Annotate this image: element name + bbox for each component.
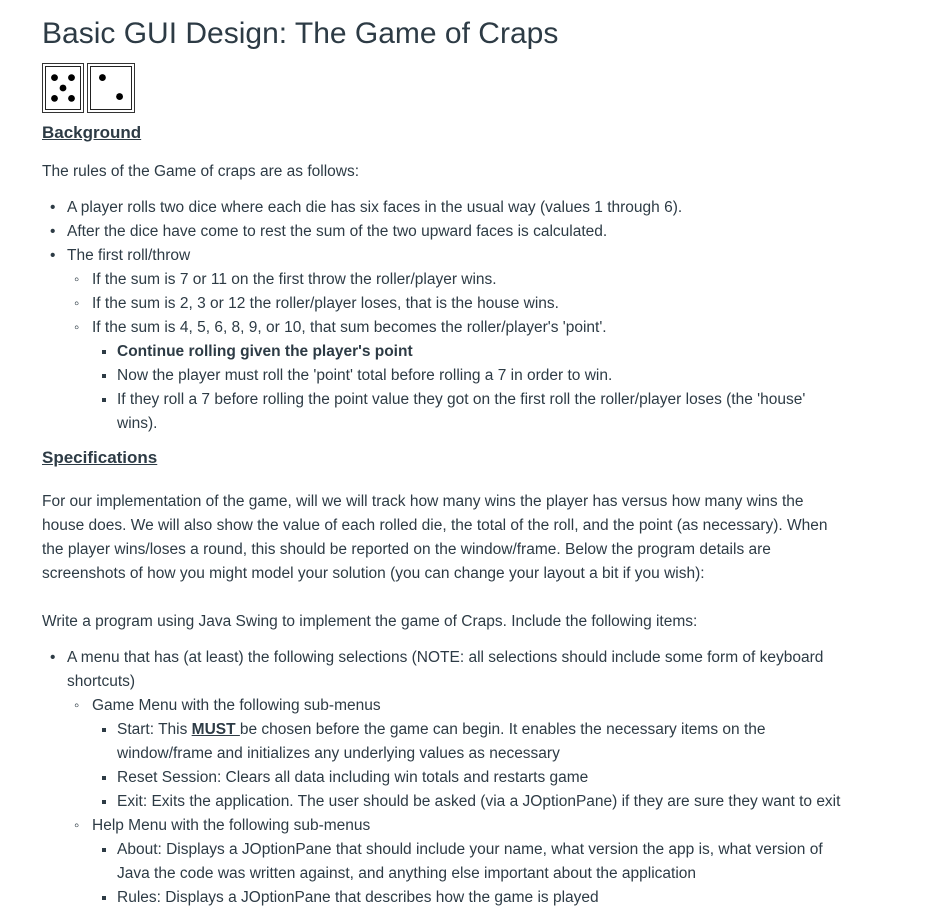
dice-image (42, 63, 842, 113)
help-menu-list (92, 838, 842, 910)
rules-list (42, 196, 842, 436)
page-title: Basic GUI Design: The Game of Craps (42, 17, 559, 50)
point-rules-list (92, 340, 842, 436)
first-roll-label: The first roll/throw (67, 247, 191, 264)
menus-list (67, 694, 842, 910)
list-item (92, 718, 842, 766)
list-item: ◦ If the sum is 2, 3 or 12 the roller/player loses, that is the house wins. (67, 292, 842, 316)
menu-requirement: A menu that has (at least) the following selections (NOTE: all selections should include some form of keyboard shortcuts) (67, 649, 824, 690)
list-item: • A player rolls two dice where each die has six faces in the usual way (values 1 through 6). (42, 196, 842, 220)
help-menu-label: Help Menu with the following sub-menus (92, 817, 371, 834)
start-must: MUST (191, 721, 240, 738)
list-item: Now the player must roll the 'point' total before rolling a 7 in order to win. (92, 364, 842, 388)
list-item (92, 340, 842, 364)
requirements-list (42, 646, 842, 910)
die-five (42, 63, 84, 113)
die-two (87, 63, 135, 113)
point-label: If the sum is 4, 5, 6, 8, 9, or 10, that sum becomes the roller/player's 'point'. (92, 319, 607, 336)
die-two-icon (91, 67, 131, 109)
specifications-heading: Specifications (42, 448, 158, 467)
list-item (67, 694, 842, 814)
die-five-icon (46, 67, 80, 109)
list-item: If they roll a 7 before rolling the point value they got on the first roll the roller/player loses (the 'house' wins). (92, 388, 842, 436)
rules-intro: The rules of the Game of craps are as follows: (42, 163, 360, 180)
list-item (67, 316, 842, 436)
list-item (67, 814, 842, 910)
first-roll-list (67, 268, 842, 436)
list-item: ◦ If the sum is 7 or 11 on the first throw the roller/player wins. (67, 268, 842, 292)
list-item: Reset Session: Clears all data including win totals and restarts game (92, 766, 842, 790)
start-suffix: be chosen before the game can begin. It enables the necessary items on the window/frame and initializes any underlying values as necessary (117, 721, 766, 762)
list-item: Rules: Displays a JOptionPane that describes how the game is played (92, 886, 842, 910)
background-heading: Background (42, 123, 142, 142)
program-paragraph: Write a program using Java Swing to implement the game of Craps. Include the following items: (42, 613, 698, 630)
game-menu-label: Game Menu with the following sub-menus (92, 697, 381, 714)
specifications-paragraph: For our implementation of the game, will we will track how many wins the player has versus how many wins the house does. We will also show the value of each rolled die, the total of the roll, and the point (as necessary). When the player wins/loses a round, this should be reported on the window/frame. Below the program details are screenshots of how you might model your solution (you can change your layout a bit if you wish): (42, 493, 828, 582)
list-item: Exit: Exits the application. The user should be asked (via a JOptionPane) if they are sure they want to exit (92, 790, 842, 814)
game-menu-list (92, 718, 842, 814)
list-item: • After the dice have come to rest the sum of the two upward faces is calculated. (42, 220, 842, 244)
list-item: About: Displays a JOptionPane that should include your name, what version the app is, what version of Java the code was written against, and anything else important about the application (92, 838, 842, 886)
list-item (42, 244, 842, 436)
list-item (42, 646, 842, 910)
point-rule-bold: Continue rolling given the player's point (117, 343, 413, 360)
start-prefix: Start: This (117, 721, 192, 738)
